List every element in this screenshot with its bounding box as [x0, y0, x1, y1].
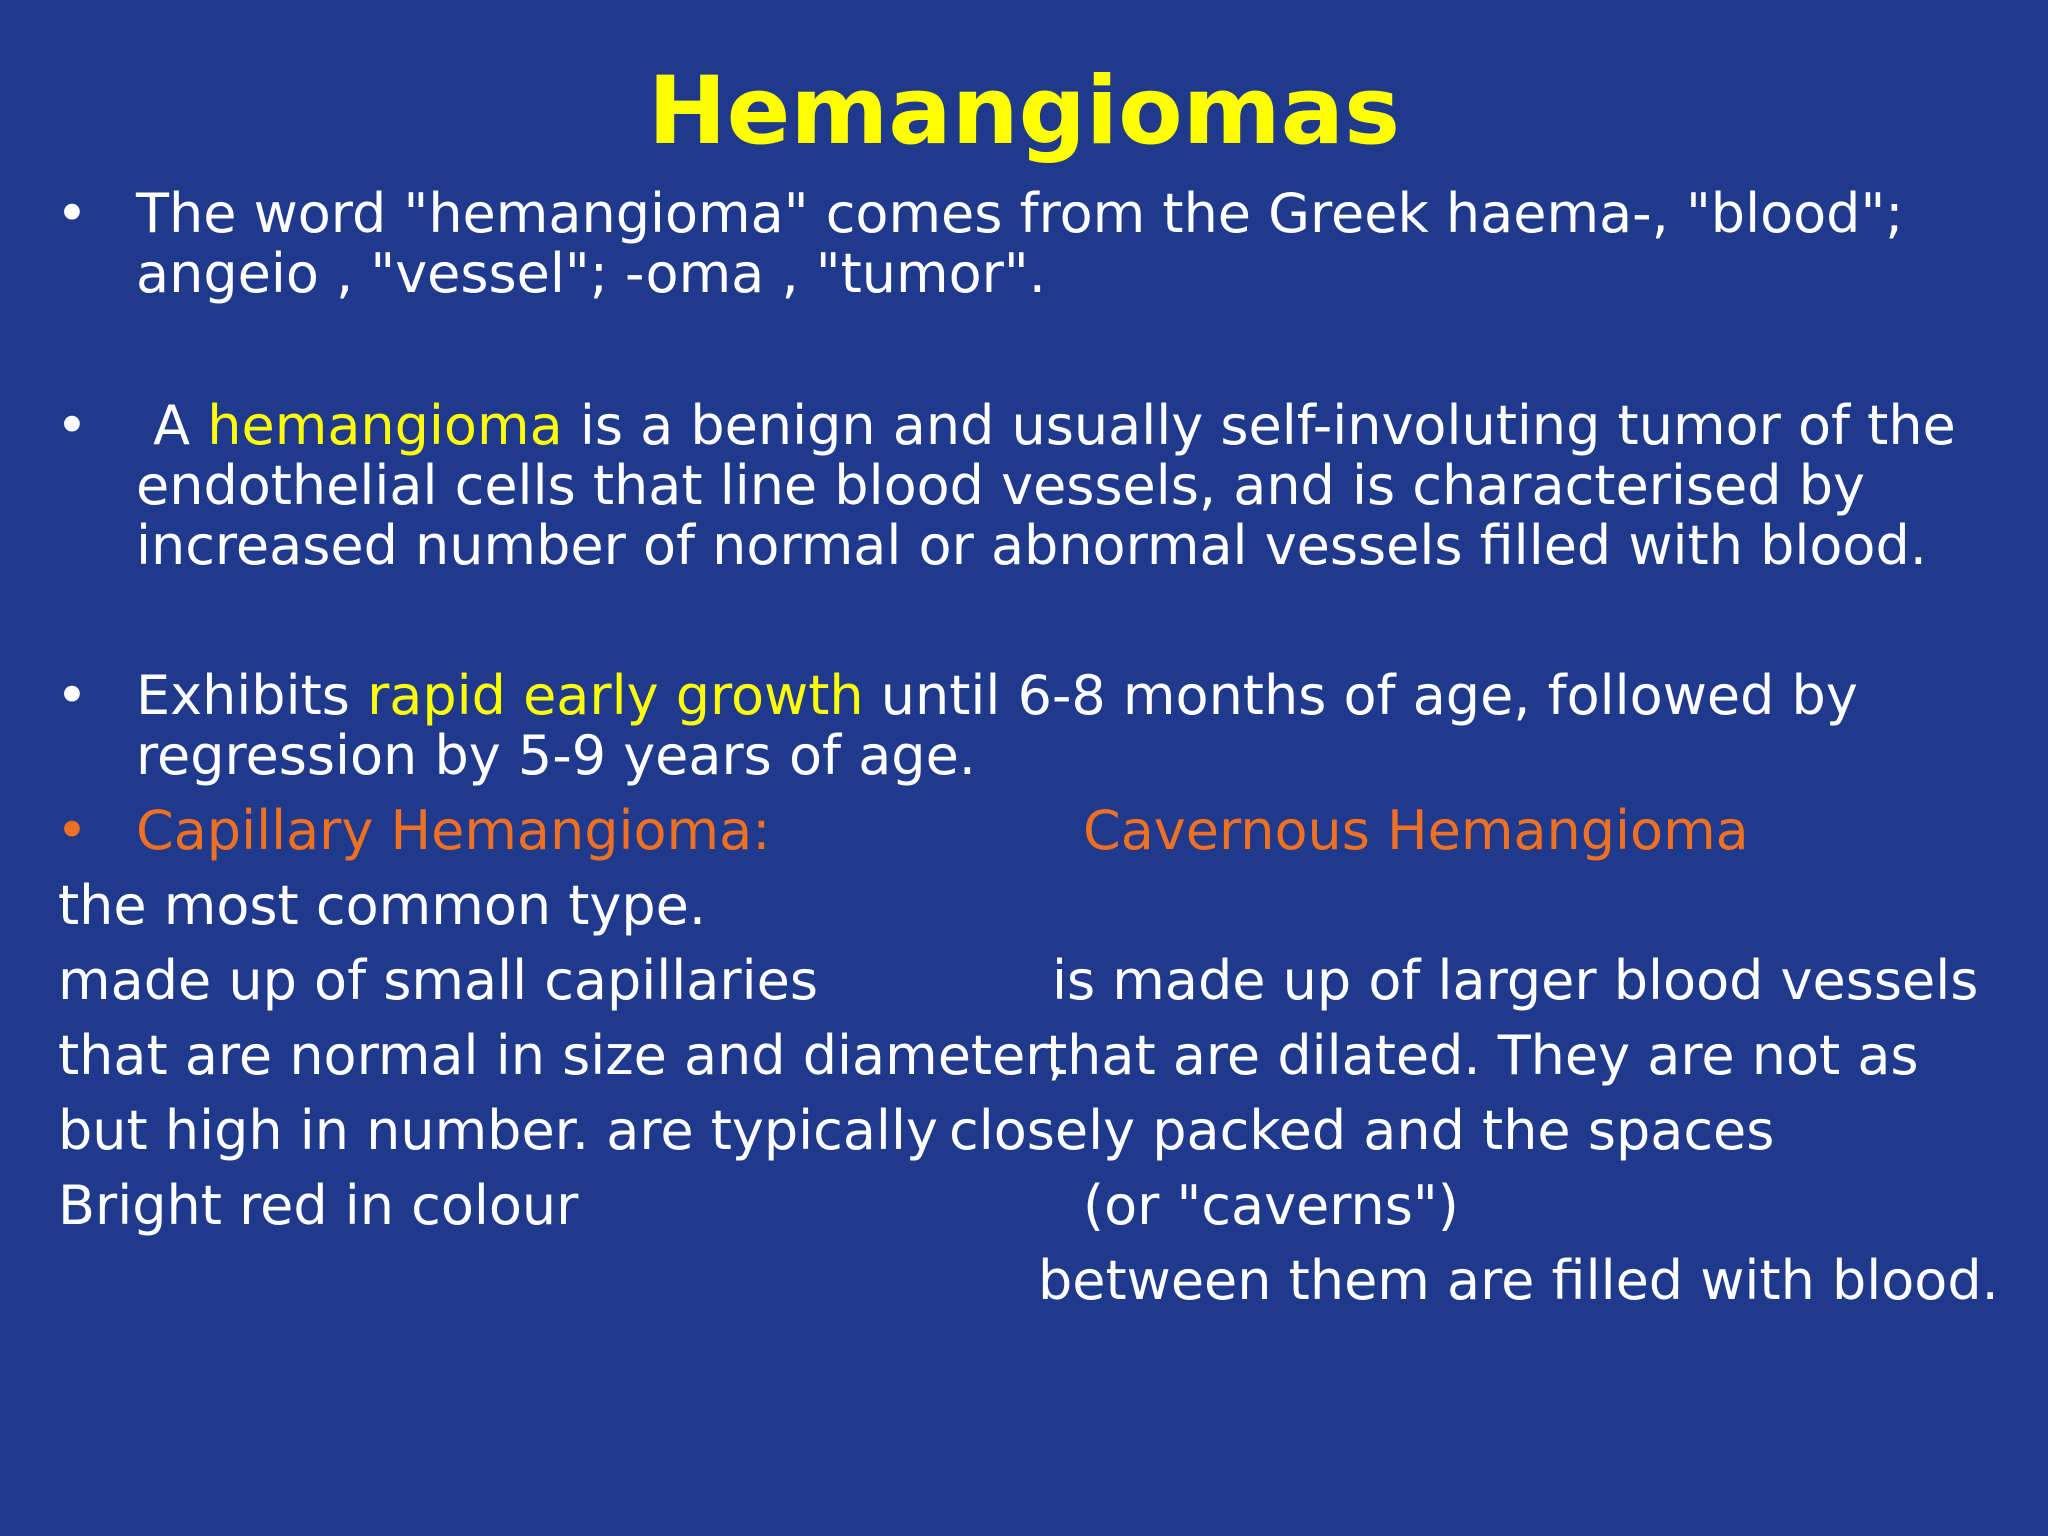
bullet-text: [136, 396, 1986, 576]
capillary-line: Bright red in colour: [58, 1174, 579, 1237]
slide-title: Hemangiomas: [647, 57, 1401, 166]
cavernous-line: closely packed and the spaces: [949, 1099, 1775, 1162]
bullet-text-before: A: [136, 394, 208, 457]
cavernous-heading: Cavernous Hemangioma: [1083, 799, 1749, 862]
bullet-icon: •: [56, 664, 88, 727]
bullet-growth: [56, 666, 1986, 786]
capillary-heading: Capillary Hemangioma:: [136, 799, 771, 862]
bullet-text-after: until 6-8 months of age, followed by regression by 5-9 years of age.: [136, 664, 1858, 787]
capillary-line: made up of small capillaries: [58, 949, 818, 1012]
bullet-etymology: [56, 184, 1986, 304]
bullet-text: The word "hemangioma" comes from the Greek haema-, "blood"; angeio , "vessel"; -oma , "tumor".: [136, 182, 1904, 305]
cavernous-line: (or "caverns"): [1083, 1174, 1459, 1237]
capillary-line: but high in number. are typically: [58, 1099, 938, 1162]
bullet-icon: •: [56, 394, 88, 457]
cavernous-line: is made up of larger blood vessels: [1052, 949, 1979, 1012]
bullet-text: [136, 666, 1986, 786]
bullet-icon: •: [56, 799, 88, 862]
bullet-icon: •: [56, 182, 88, 245]
bullet-definition: [56, 396, 1986, 576]
cavernous-line: between them are filled with blood.: [1038, 1249, 1999, 1312]
cavernous-line: that are dilated. They are not as: [1046, 1024, 1919, 1087]
bullet-text-before: Exhibits: [136, 664, 368, 727]
bullet-text-after: is a benign and usually self-involuting tumor of the endothelial cells that line blood vessels, and is characterised by increased number of normal or abnormal vessels filled with blood.: [136, 394, 1956, 577]
capillary-line: the most common type.: [58, 874, 707, 937]
highlight-hemangioma: hemangioma: [207, 394, 563, 457]
highlight-rapid-early-growth: rapid early growth: [367, 664, 864, 727]
capillary-line: that are normal in size and diameter,: [58, 1024, 1065, 1087]
